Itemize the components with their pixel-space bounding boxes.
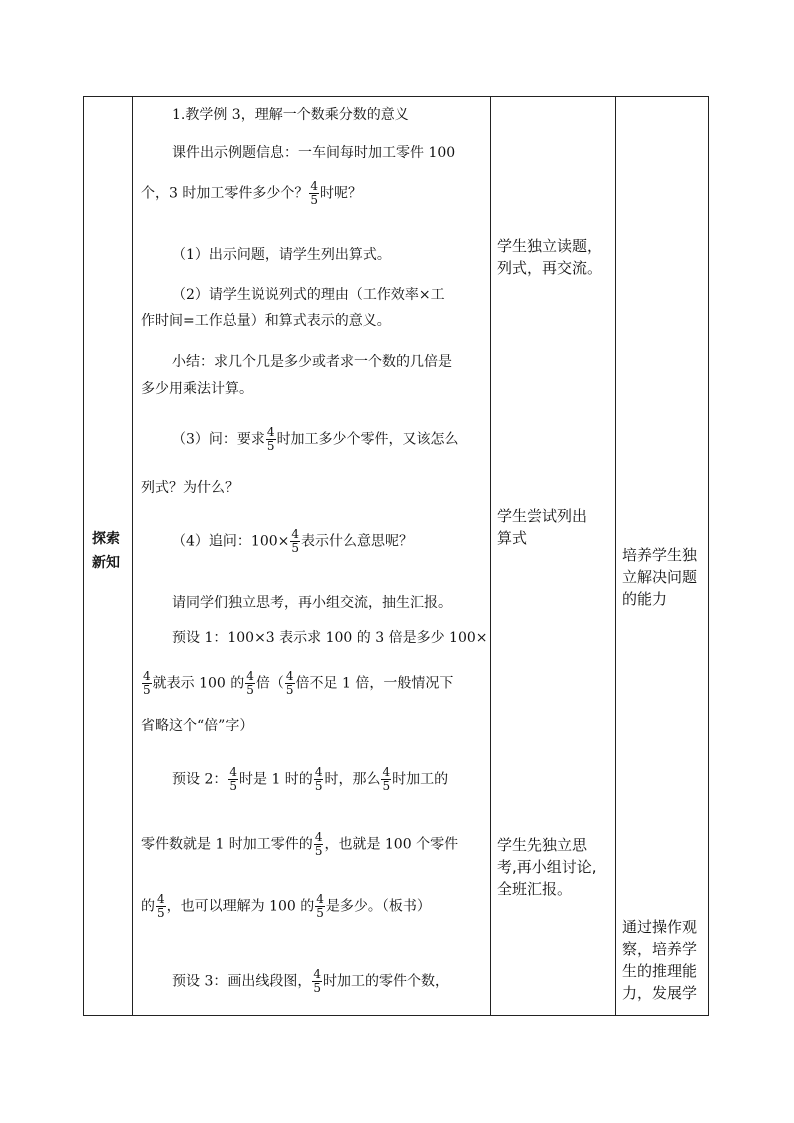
- content-line: 作时间=工作总量）和算式表示的意义。: [141, 313, 391, 329]
- content-line: （4）追问：100× $\frac{4}{5}$ 表示什么意思呢？: [172, 527, 413, 555]
- fraction: $\frac{4}{5}$: [143, 669, 151, 697]
- content-line: 多少用乘法计算。: [141, 381, 253, 397]
- content-line: $\frac{4}{5}$ 就表示 100 的 $\frac{4}{5}$ 倍（ $\frac{4}{5}$ 倍不足 1 倍，一般情况下: [143, 669, 454, 697]
- content-line: 预设 2： $\frac{4}{5}$ 时是 1 时的 $\frac{4}{5}$ 时，那么 $\frac{4}{5}$ 时加工的: [172, 765, 449, 793]
- fraction: $\frac{4}{5}$: [246, 669, 254, 697]
- fraction: $\frac{4}{5}$: [314, 765, 323, 793]
- content-line: 预设 3：画出线段图， $\frac{4}{5}$ 时加工的零件个数，: [172, 967, 449, 995]
- fraction: $\frac{4}{5}$: [229, 765, 237, 793]
- student-activity: 学生尝试列出 算式: [497, 507, 588, 547]
- design-intent: 培养学生独 立解决问题 的能力: [622, 546, 698, 608]
- student-activity: 学生先独立思 考,再小组讨论, 全班汇报。: [497, 836, 597, 898]
- fraction: $\frac{4}{5}$: [157, 892, 165, 920]
- content-line: 小结：求几个几是多少或者求一个数的几倍是: [172, 354, 452, 370]
- content-line: 的 $\frac{4}{5}$ ，也可以理解为 100 的 $\frac{4}{5}$ 是多少。（板书）: [141, 892, 431, 920]
- fraction: $\frac{4}{5}$: [285, 669, 294, 697]
- column-divider: [615, 96, 616, 1016]
- column-divider: [132, 96, 133, 1016]
- content-line: 预设 1：100×3 表示求 100 的 3 倍是多少 100×: [172, 630, 488, 646]
- content-line: 列式？为什么？: [141, 480, 239, 496]
- content-line: 课件出示例题信息：一车间每时加工零件 100: [172, 145, 456, 161]
- student-activity: 学生独立读题， 列式，再交流。: [497, 237, 603, 277]
- content-line: （3）问：要求 $\frac{4}{5}$ 时加工多少个零件，又该怎么: [172, 425, 459, 453]
- fraction: $\frac{4}{5}$: [313, 967, 321, 995]
- content-line: （1）出示问题，请学生列出算式。: [172, 247, 391, 263]
- content-line: 1.教学例 3，理解一个数乘分数的意义: [172, 107, 409, 123]
- fraction: $\frac{4}{5}$: [291, 527, 299, 555]
- content-line: （2）请学生说说列式的理由（工作效率×工: [172, 287, 445, 303]
- content-line: 个，3 时加工零件多少个？ $\frac{4}{5}$ 时呢？: [141, 179, 362, 207]
- fraction: $\frac{4}{5}$: [314, 830, 323, 858]
- fraction: $\frac{4}{5}$: [310, 179, 318, 207]
- content-line: 零件数就是 1 时加工零件的 $\frac{4}{5}$ ，也就是 100 个零件: [141, 830, 459, 858]
- design-intent: 通过操作观 察，培养学 生的推理能 力，发展学: [622, 918, 698, 1002]
- column-divider: [490, 96, 491, 1016]
- fraction: $\frac{4}{5}$: [382, 765, 391, 793]
- section-label: 探索 新知: [92, 531, 120, 571]
- fraction: $\frac{4}{5}$: [316, 892, 324, 920]
- content-line: 省略这个“倍”字）: [141, 718, 254, 734]
- fraction: $\frac{4}{5}$: [266, 425, 275, 453]
- content-line: 请同学们独立思考，再小组交流，抽生汇报。: [172, 595, 452, 611]
